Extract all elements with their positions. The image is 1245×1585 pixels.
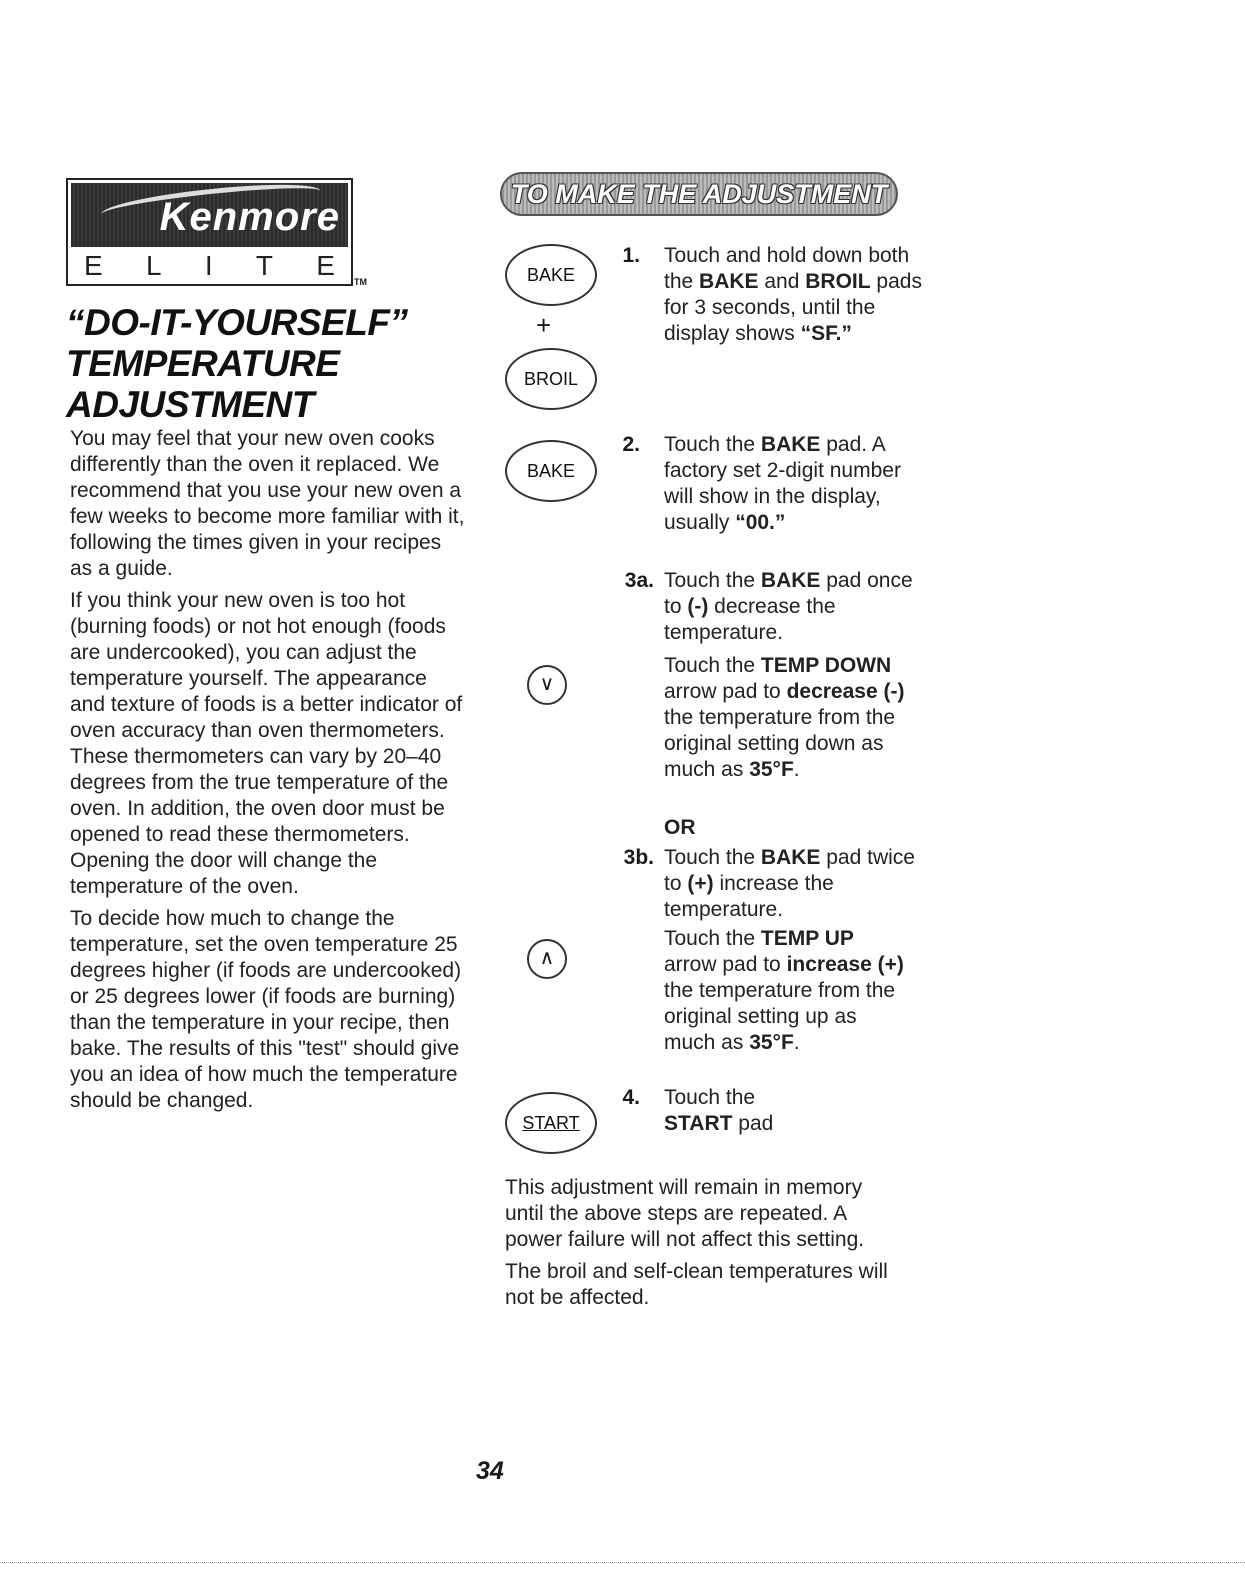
outro-paragraph: This adjustment will remain in memory until the above steps are repeated. A power failure will not affect this setting. xyxy=(505,1176,865,1251)
step-3a-text: Touch the BAKE pad once to (-) decrease the temperature. xyxy=(664,569,913,644)
step-number: 3a. xyxy=(624,569,654,592)
plus-sign: + xyxy=(536,310,552,340)
outro-text xyxy=(505,1175,900,1311)
title-line: TEMPERATURE xyxy=(66,343,340,384)
bake-pad-icon xyxy=(505,244,597,306)
step-4-text: Touch the START pad xyxy=(664,1086,774,1135)
intro-paragraph: To decide how much to change the temperature, set the oven temperature 25 degrees higher (if foods are undercooked) or 25 degrees lower (if foods are burning) than the temperature in your recipe, then bake. The results of this "test" should give you an idea of how much the temperature should be changed. xyxy=(70,907,462,1112)
outro-paragraph: The broil and self-clean temperatures will not be affected. xyxy=(505,1260,888,1309)
logo-letter: L xyxy=(145,250,162,281)
pad-label: START xyxy=(522,1113,580,1133)
step-number: 2. xyxy=(622,433,640,456)
title-line: ADJUSTMENT xyxy=(66,384,314,425)
logo-letter: I xyxy=(204,250,213,281)
step-2-text: Touch the BAKE pad. A factory set 2-digit number will show in the display, usually “00.” xyxy=(664,433,901,534)
pad-label: BAKE xyxy=(526,265,576,285)
logo-letter: E xyxy=(84,250,103,281)
intro-text xyxy=(70,426,465,1114)
kenmore-elite-logo xyxy=(66,178,353,286)
step-number: 4. xyxy=(622,1086,640,1109)
pad-label: BROIL xyxy=(523,369,579,389)
intro-paragraph: If you think your new oven is too hot (burning foods) or not hot enough (foods are undercooked), you can adjust the temperature yourself. The appearance and texture of foods is a better indicator of oven accuracy than oven thermometers. These thermometers can vary by 20–40 degrees from the true temperature of the oven. In addition, the oven door must be opened to read these thermometers. Opening the door will change the temperature of the oven. xyxy=(70,589,463,898)
intro-paragraph: You may feel that your new oven cooks differently than the oven it replaced. We recommend that you use your new oven a few weeks to become more familiar with it, following the times given in your recipes as a guide. xyxy=(70,427,465,580)
start-pad-icon xyxy=(505,1092,597,1154)
temp-down-arrow-icon: ∨ xyxy=(527,665,567,705)
page-title xyxy=(66,302,486,425)
broil-pad-icon xyxy=(505,348,597,410)
logo-letter: E xyxy=(316,250,335,281)
or-label: OR xyxy=(664,816,696,839)
bottom-rule xyxy=(0,1562,1245,1563)
page-number: 34 xyxy=(476,1457,504,1485)
step-number: 3b. xyxy=(623,846,654,869)
logo-brand: Kenmore xyxy=(159,195,340,239)
logo-elite xyxy=(74,250,345,282)
step-3a-alt-text: Touch the TEMP DOWN arrow pad to decrease (-) the temperature from the original setting down as much as 35°F. xyxy=(664,654,905,781)
logo-letter: T xyxy=(255,250,273,281)
step-1-text: Touch and hold down both the BAKE and BROIL pads for 3 seconds, until the display shows “SF.” xyxy=(664,244,922,345)
step-3b-alt-text: Touch the TEMP UP arrow pad to increase (+) the temperature from the original setting up as much as 35°F. xyxy=(664,927,904,1054)
pad-label: BAKE xyxy=(526,461,576,481)
section-banner: TO MAKE THE ADJUSTMENT xyxy=(500,172,898,216)
logo-band xyxy=(71,183,348,247)
step-3b-text: Touch the BAKE pad twice to (+) increase the temperature. xyxy=(664,846,915,921)
temp-up-arrow-icon: ∧ xyxy=(527,939,567,979)
trademark: TM xyxy=(354,277,367,287)
bake-pad-icon xyxy=(505,440,597,502)
step-number: 1. xyxy=(622,244,640,267)
title-line: “DO-IT-YOURSELF” xyxy=(66,302,408,343)
